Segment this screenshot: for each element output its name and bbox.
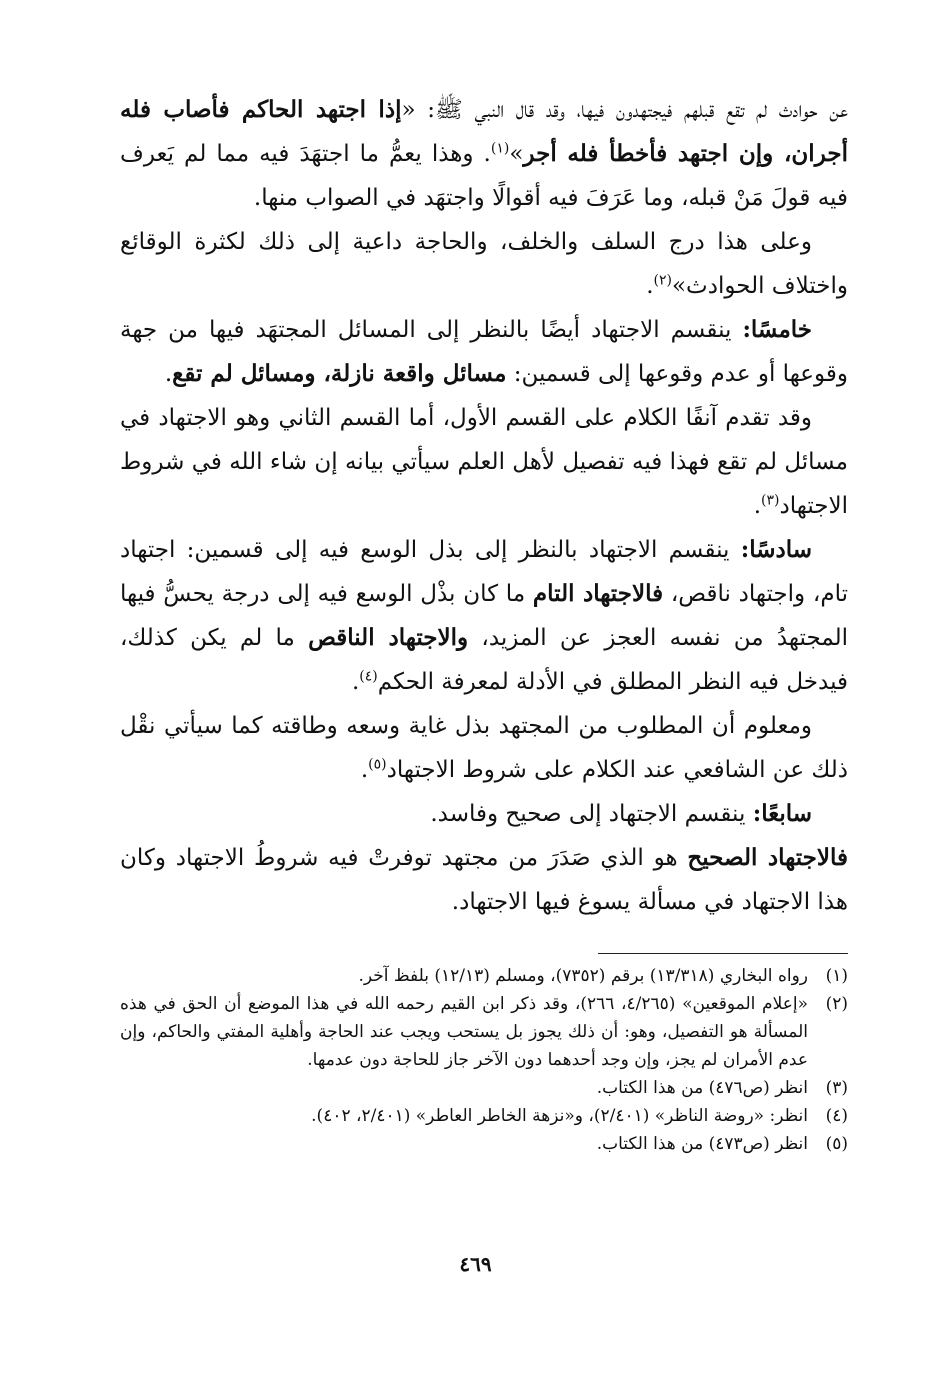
- footnote-number: (١): [825, 966, 848, 986]
- footnote-separator: [598, 953, 848, 954]
- paragraph-3: [120, 308, 848, 396]
- footnote-ref-3[interactable]: (٣): [761, 492, 780, 509]
- p6-text-end: .: [360, 757, 369, 783]
- p8-text: هو الذي صَدَرَ من مجتهد توفرتْ فيه شروطُ الاجتهاد وكان هذا الاجتهاد في مسألة يسوغ فيها الاجتهاد.: [120, 845, 848, 915]
- main-text: [120, 88, 848, 924]
- paragraph-7: [120, 792, 848, 836]
- footnote-text: رواه البخاري (١٣/٣١٨) برقم (٧٣٥٢)، ومسلم (١٢/١٣) بلفظ آخر.: [358, 966, 808, 986]
- footnote-text: انظر: «روضة الناظر» (٢/٤٠١)، و«نزهة الخاطر العاطر» (٢/٤٠١، ٤٠٢).: [311, 1106, 808, 1126]
- heading-seventh: سابعًا:: [752, 800, 812, 827]
- p5-text-mid: ما كان بذْل الوسع فيه إلى درجة يحسُّ فيها المجتهدُ من نفسه العجز عن المزيد،: [120, 581, 849, 651]
- p6-text: ومعلوم أن المطلوب من المجتهد بذل غاية وسعه وطاقته كما سيأتي نقْل ذلك عن الشافعي عند الكلام على شروط الاجتهاد: [120, 713, 848, 783]
- paragraph-4: [120, 396, 848, 528]
- footnotes: [120, 962, 848, 1158]
- p5-text-late: ما لم يكن كذلك، فيدخل فيه النظر المطلق في الأدلة لمعرفة الحكم: [120, 625, 848, 695]
- footnote-ref-1[interactable]: (١): [490, 140, 510, 157]
- footnote-2: [120, 990, 848, 1074]
- p5-text: ينقسم الاجتهاد بالنظر إلى بذل الوسع فيه إلى قسمين: اجتهاد تام، واجتهاد ناقص،: [120, 537, 848, 607]
- p1-quote-close: »: [509, 141, 524, 167]
- term-incomplete-ijtihad: والاجتهاد الناقص: [308, 624, 469, 651]
- footnote-number: (٢): [825, 994, 848, 1014]
- p3-text-end: .: [164, 361, 173, 387]
- footnote-text: انظر (ص٤٧٦) من هذا الكتاب.: [596, 1078, 808, 1098]
- p2-text: وعلى هذا درج السلف والخلف، والحاجة داعية إلى ذلك لكثرة الوقائع واختلاف الحوادث»: [120, 229, 848, 299]
- heading-fifth: خامسًا:: [742, 316, 812, 343]
- footnote-ref-5[interactable]: (٥): [368, 756, 387, 773]
- p2-text-end: .: [646, 273, 654, 299]
- p7-text: ينقسم الاجتهاد إلى صحيح وفاسد.: [430, 801, 753, 827]
- footnote-5: [120, 1130, 848, 1158]
- footnote-number: (٥): [825, 1134, 848, 1154]
- footnote-text: انظر (ص٤٧٣) من هذا الكتاب.: [596, 1134, 808, 1154]
- paragraph-5: [120, 528, 848, 704]
- paragraph-1: [120, 88, 848, 220]
- footnote-4: [120, 1102, 848, 1130]
- footnote-3: [120, 1074, 848, 1102]
- page-number: ٤٦٩: [459, 1252, 492, 1276]
- footnote-1: [120, 962, 848, 990]
- footnote-ref-2[interactable]: (٢): [653, 272, 672, 289]
- hadith-quote: إذا اجتهد الحاكم فأصاب فله أجران، وإن اجتهد فأخطأ فله أجر: [120, 96, 848, 167]
- p1-text-end: . وهذا يعمُّ ما اجتهَدَ فيه مما لم يَعرف فيه قولَ مَنْ قبله، وما عَرَفَ فيه أقوالًا واجتهَد في الصواب منها.: [120, 141, 848, 211]
- heading-sixth: سادسًا:: [740, 536, 812, 563]
- p4-text-end: .: [753, 493, 761, 519]
- p5-text-end: .: [351, 669, 360, 695]
- p1-text: عن حوادث لم تقع قبلهم فيجتهدون فيها، وقد قال النبي ﷺ: «: [401, 97, 849, 123]
- footnote-text: «إعلام الموقعين» (٤/٢٦٥، ٢٦٦)، وقد ذكر ابن القيم رحمه الله في هذا الموضع أن الحق في هذه المسألة هو التفصيل، وهو: أن ذلك يجوز بل يستحب ويجب عند الحاجة وأهلية المفتي والحاكم، وإن عدم الأمران لم يجز، وإن وجد أحدهما دون الآخر جاز للحاجة دون عدمها.: [120, 994, 808, 1070]
- paragraph-6: [120, 704, 848, 792]
- paragraph-2: [120, 220, 848, 308]
- paragraph-8: [120, 836, 848, 924]
- p3-text: ينقسم الاجتهاد أيضًا بالنظر إلى المسائل المجتهَد فيها من جهة وقوعها أو عدم وقوعها إلى قسمين:: [120, 317, 848, 387]
- p3-bold-terms: مسائل واقعة نازلة، ومسائل لم تقع: [172, 360, 507, 387]
- footnote-number: (٣): [825, 1078, 848, 1098]
- p4-text: وقد تقدم آنفًا الكلام على القسم الأول، أما القسم الثاني وهو الاجتهاد في مسائل لم تقع فهذا فيه تفصيل لأهل العلم سيأتي بيانه إن شاء الله في شروط الاجتهاد: [120, 405, 848, 519]
- footnote-number: (٤): [825, 1106, 848, 1126]
- term-valid-ijtihad: فالاجتهاد الصحيح: [687, 844, 848, 871]
- footnote-ref-4[interactable]: (٤): [359, 668, 378, 685]
- term-complete-ijtihad: فالاجتهاد التام: [532, 580, 664, 607]
